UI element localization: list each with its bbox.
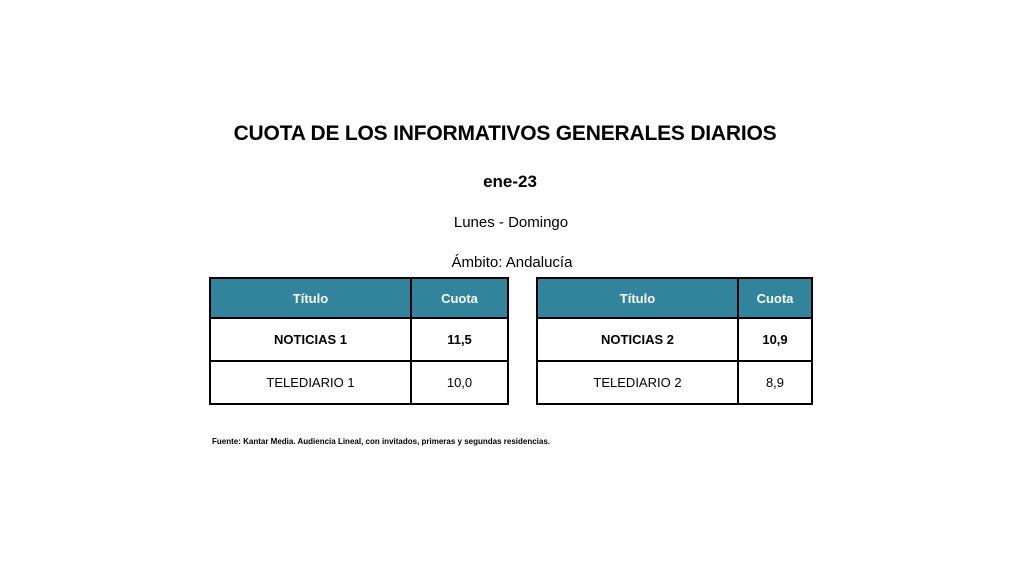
- table-row: [210, 318, 508, 361]
- program-title-cell: NOTICIAS 2: [537, 318, 738, 361]
- report-period: ene-23: [483, 172, 537, 191]
- report-scope: Ámbito: Andalucía: [451, 254, 573, 271]
- share-table-left: [209, 277, 509, 405]
- report-days: Lunes - Domingo: [453, 214, 569, 231]
- table-header-row: [537, 278, 812, 318]
- share-value-cell: 10,0: [411, 361, 508, 404]
- column-header-share: Cuota: [738, 278, 812, 318]
- table-header-row: [210, 278, 508, 318]
- program-title-cell: TELEDIARIO 2: [537, 361, 738, 404]
- column-header-share: Cuota: [411, 278, 508, 318]
- column-header-title: Título: [537, 278, 738, 318]
- share-table-right: [536, 277, 813, 405]
- source-note: Fuente: Kantar Media. Audiencia Lineal, con invitados, primeras y segundas residencias.: [212, 437, 551, 446]
- share-value-cell: 10,9: [738, 318, 812, 361]
- table-row: [210, 361, 508, 404]
- program-title-cell: TELEDIARIO 1: [210, 361, 411, 404]
- column-header-title: Título: [210, 278, 411, 318]
- table-row: [537, 361, 812, 404]
- table-row: [537, 318, 812, 361]
- share-value-cell: 8,9: [738, 361, 812, 404]
- share-value-cell: 11,5: [411, 318, 508, 361]
- report-title: CUOTA DE LOS INFORMATIVOS GENERALES DIARIOS: [233, 122, 777, 145]
- program-title-cell: NOTICIAS 1: [210, 318, 411, 361]
